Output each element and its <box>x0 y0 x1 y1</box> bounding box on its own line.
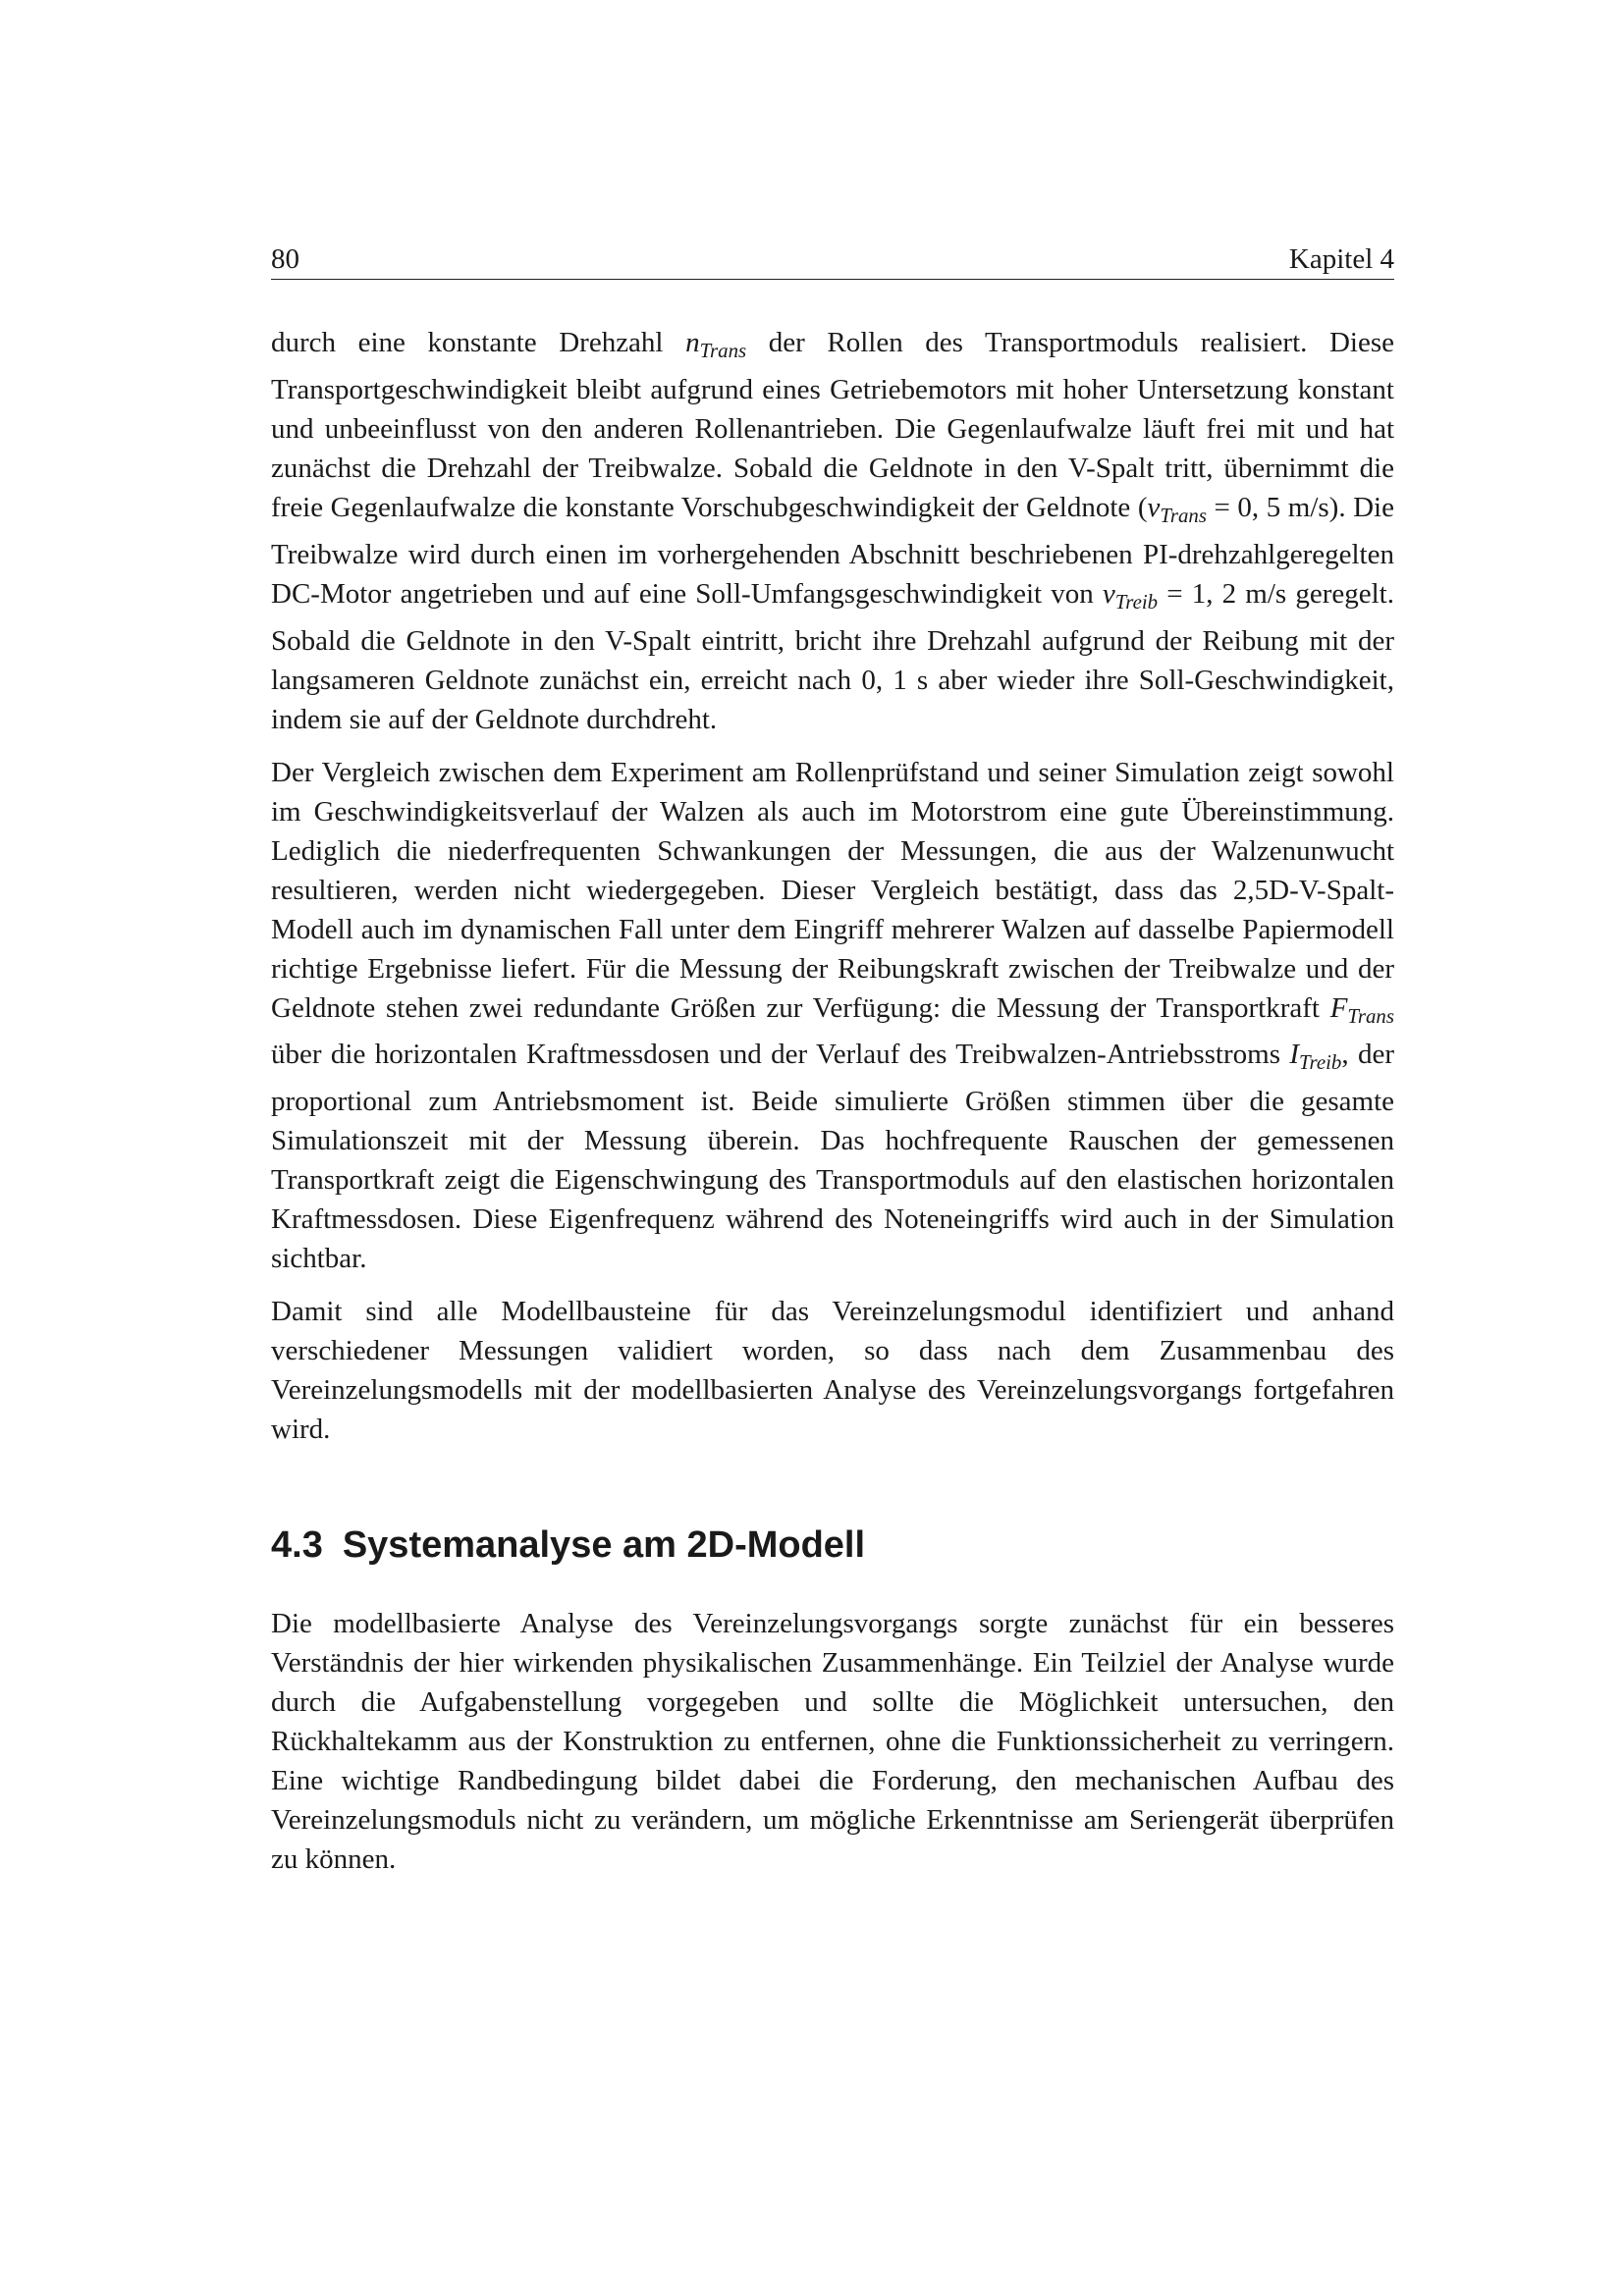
text-span: über die horizontalen Kraftmessdosen und der Verlauf des Treibwalzen-Antriebsstroms <box>271 1039 1290 1071</box>
math-base: n <box>685 327 700 358</box>
section-number: 4.3 <box>271 1524 323 1567</box>
text-span: geregelt. Sobald die Geldnote in den V-Spalt eintritt, bricht ihre Drehzahl aufgrund der Reibung mit der langsameren Geldnote zunächst ein, erreicht nach <box>271 577 1394 696</box>
body-text <box>271 323 1394 1879</box>
text-span: der Rollen des Transportmoduls realisiert. Diese Transportgeschwindigkeit bleibt aufgrund eines Getriebemotors mit hoher Untersetzung konstant und unbeeinflusst von den anderen Rollenantrieben. Die Gegenlaufwalze läuft frei mit und hat zunächst die Drehzahl der Treibwalze. Sobald die Geldnote in den V-Spalt tritt, übernimmt die freie Gegenlaufwalze die konstante Vorschubgeschwindigkeit der Geldnote ( <box>271 327 1394 523</box>
math-base: I <box>1289 1039 1300 1071</box>
math-f-trans <box>1329 991 1394 1028</box>
math-base: v <box>1102 577 1115 610</box>
text-span: , der proportional zum Antriebsmoment ist. Beide simulierte Größen stimmen über die gesamte Simulationszeit mit der Messung überein. Das hochfrequente Rauschen der gemessenen Transportkraft zeigt die Eigenschwingung des Transportmoduls auf den elastischen horizontalen Kraftmessdosen. Diese Eigenfrequenz während des Noteneingriffs wird auch in der Simulation sichtbar. <box>271 1039 1394 1275</box>
section-heading <box>271 1522 1394 1569</box>
text-span: aber wieder ihre Soll-Geschwindigkeit, indem sie auf der Geldnote durchdreht. <box>271 664 1394 735</box>
text-span: Der Vergleich zwischen dem Experiment am Rollenprüfstand und seiner Simulation zeigt sowohl im Geschwindigkeitsverlauf der Walzen als auch im Motorstrom eine gute Übereinstimmung. Lediglich die niederfrequenten Schwankungen der Messungen, die aus der Walzenunwucht resultieren, werden nicht wiedergegeben. Dieser Vergleich bestätigt, dass das 2,5D-V-Spalt-Modell auch im dynamischen Fall unter dem Eingriff mehrerer Walzen auf dasselbe Papiermodell richtige Ergebnisse liefert. Für die Messung der Reibungskraft zwischen der Treibwalze und der Geldnote stehen zwei redundante Größen zur Verfügung: die Messung der Transportkraft <box>271 756 1394 1024</box>
chapter-label: Kapitel 4 <box>1288 243 1394 275</box>
paragraph-3: Damit sind alle Modellbausteine für das Vereinzelungsmodul identifiziert und anhand verschiedener Messungen validiert worden, so dass nach dem Zusammenbau des Vereinzelungsmodells mit der modellbasierten Analyse des Vereinzelungsvorgangs fortgefahren wird. <box>271 1296 1394 1446</box>
math-v-trans <box>1147 491 1207 527</box>
page-number: 80 <box>271 243 299 275</box>
math-v-treib <box>1102 577 1159 614</box>
math-subscript: Treib <box>1299 1050 1342 1075</box>
section-paragraph-1: Die modellbasierte Analyse des Vereinzelungsvorgangs sorgte zunächst für ein besseres Verständnis der hier wirkenden physikalischen Zusammenhänge. Ein Teilziel der Analyse wurde durch die Aufgabenstellung vorgegeben und sollte die Möglichkeit untersuchen, den Rückhaltekamm aus der Konstruktion zu entfernen, ohne die Funktionssicherheit zu verringern. Eine wichtige Randbedingung bildet dabei die Forderung, den mechanischen Aufbau des Vereinzelungsmoduls nicht zu verändern, um mögliche Erkenntnisse am Seriengerät überprüfen zu können. <box>271 1608 1394 1876</box>
math-value: 0, 1 s <box>861 664 929 696</box>
math-base: F <box>1329 991 1348 1024</box>
paragraph-1 <box>271 323 1394 739</box>
running-head <box>271 240 1394 280</box>
math-value: = 0, 5 m/s <box>1206 491 1329 523</box>
math-subscript: Treib <box>1114 589 1159 614</box>
math-i-treib <box>1289 1039 1342 1075</box>
math-value: = 1, 2 m/s <box>1158 577 1287 610</box>
section-title: Systemanalyse am 2D-Modell <box>342 1524 866 1567</box>
math-subscript: Trans <box>1160 503 1207 527</box>
text-span: ). Die Treibwalze wird durch einen im vorhergehenden Abschnitt beschriebenen PI-drehzahlgeregelten DC-Motor angetrieben und auf eine Soll-Umfangsgeschwindigkeit von <box>271 491 1394 610</box>
math-subscript: Trans <box>699 338 747 362</box>
math-base: v <box>1147 491 1161 523</box>
text-span: durch eine konstante Drehzahl <box>271 327 686 358</box>
math-n-trans <box>685 327 747 362</box>
page <box>271 240 1394 1893</box>
math-subscript: Trans <box>1347 1003 1394 1028</box>
paragraph-2 <box>271 753 1394 1279</box>
